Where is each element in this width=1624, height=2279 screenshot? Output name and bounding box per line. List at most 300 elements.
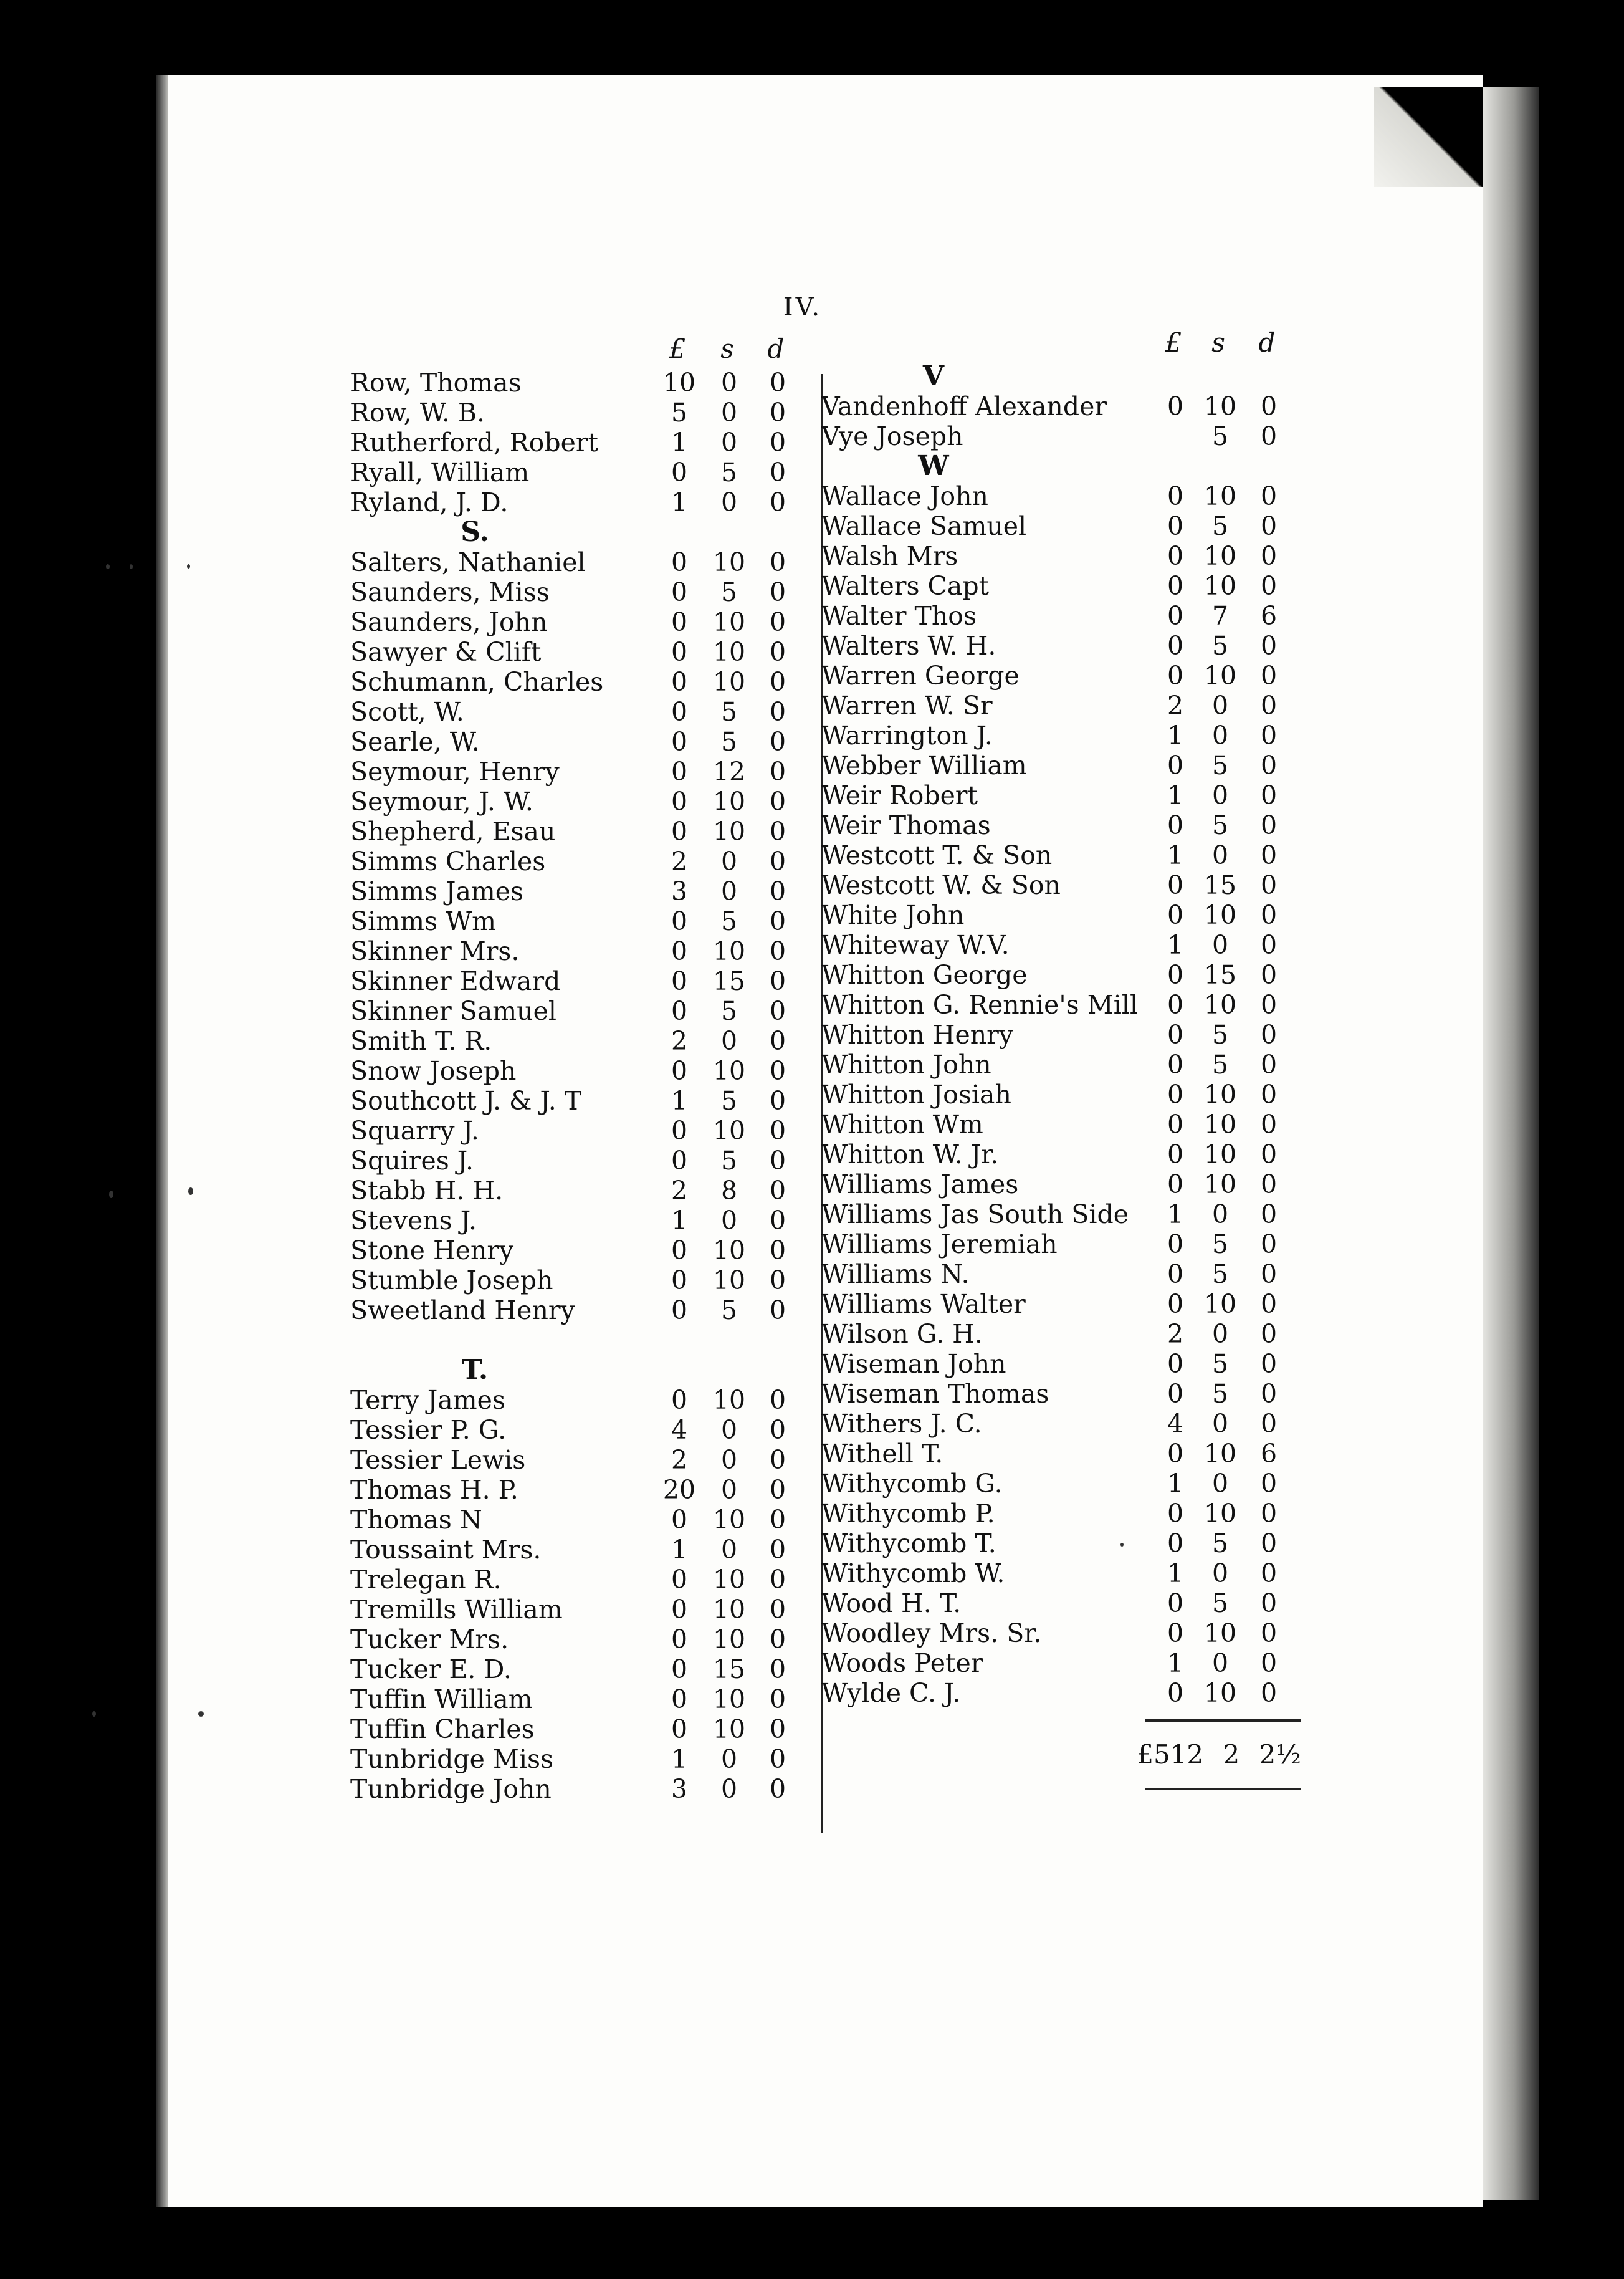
amount-pounds: 1 (1167, 780, 1184, 810)
amount-pounds: 0 (671, 1235, 688, 1265)
subscriber-name: Row, Thomas (350, 368, 522, 398)
amount-shillings: 10 (1203, 661, 1237, 691)
amount-pounds: 3 (671, 876, 688, 906)
subscriber-name: Thomas N (350, 1505, 482, 1535)
amount-pounds: 0 (1167, 751, 1184, 780)
amount-pence: 0 (769, 1744, 786, 1774)
amount-pounds: 1 (671, 1086, 688, 1116)
grand-total: £512 2 2½ (1137, 1739, 1301, 1770)
amount-shillings: 5 (1211, 1229, 1229, 1259)
amount-pence: 0 (1260, 541, 1278, 571)
subscriber-name: Warren George (821, 661, 1020, 691)
list-item (821, 571, 1301, 601)
subscriber-name: Tunbridge Miss (350, 1744, 554, 1774)
subscriber-name: Williams Walter (821, 1289, 1026, 1319)
amount-shillings: 5 (1211, 1259, 1229, 1289)
amount-pence: 0 (1260, 571, 1278, 601)
list-item (821, 1289, 1301, 1319)
amount-pounds: 0 (1167, 661, 1184, 691)
amount-pounds: 0 (1167, 1678, 1184, 1708)
section-letter: V (922, 360, 945, 392)
amount-shillings: 10 (1203, 1618, 1237, 1648)
amount-pence: 0 (769, 398, 786, 428)
amount-pounds: 0 (671, 1265, 688, 1295)
amount-pounds: 1 (671, 1206, 688, 1235)
list-item (350, 637, 824, 667)
amount-pounds: 0 (671, 1146, 688, 1176)
amount-pounds: 20 (662, 1475, 696, 1505)
amount-pence: 0 (769, 487, 786, 517)
subscriber-name: Webber William (821, 751, 1027, 780)
amount-pence: 0 (769, 1654, 786, 1684)
amount-pence: 0 (1260, 1169, 1278, 1199)
subscriber-name: Williams James (821, 1169, 1019, 1199)
amount-pence: 0 (1260, 1528, 1278, 1558)
amount-shillings: 8 (720, 1176, 738, 1206)
list-item (350, 757, 824, 787)
list-item (821, 481, 1301, 511)
list-item (821, 631, 1301, 661)
list-item (350, 1056, 824, 1086)
amount-pounds: 0 (1167, 900, 1184, 930)
list-item (350, 1265, 824, 1295)
amount-shillings: 10 (1203, 900, 1237, 930)
list-item (821, 1469, 1301, 1499)
subscriber-name: Sawyer & Clift (350, 637, 542, 667)
list-item (350, 966, 824, 996)
amount-pence: 0 (1260, 1199, 1278, 1229)
list-item (350, 1445, 824, 1475)
total-rule (1145, 1719, 1301, 1722)
amount-shillings: 5 (720, 727, 738, 757)
amount-shillings: 10 (1203, 1289, 1237, 1319)
subscriber-name: Ryland, J. D. (350, 487, 509, 517)
amount-shillings: 5 (1211, 1379, 1229, 1409)
amount-shillings: 10 (712, 1714, 746, 1744)
amount-shillings: 10 (712, 817, 746, 847)
amount-pounds: 0 (671, 637, 688, 667)
list-item (821, 1648, 1301, 1678)
amount-pounds: 2 (1167, 1319, 1184, 1349)
amount-pounds: 0 (671, 727, 688, 757)
list-item (821, 1199, 1301, 1229)
list-item (821, 1618, 1301, 1648)
subscriber-name: Wallace Samuel (821, 511, 1027, 541)
amount-shillings: 0 (720, 1535, 738, 1565)
amount-shillings: 5 (1211, 511, 1229, 541)
subscriber-name: Whiteway W.V. (821, 930, 1010, 960)
subscriber-name: Withycomb W. (821, 1558, 1005, 1588)
amount-pounds: 0 (671, 996, 688, 1026)
amount-pounds: 0 (1167, 1259, 1184, 1289)
amount-pence: 0 (769, 757, 786, 787)
subscriber-name: Trelegan R. (350, 1565, 502, 1595)
subscriber-name: Warrington J. (821, 721, 993, 751)
amount-shillings: 0 (1211, 1648, 1229, 1678)
amount-shillings: 5 (1211, 631, 1229, 661)
list-item (350, 787, 824, 817)
amount-pounds: 4 (1167, 1409, 1184, 1439)
amount-shillings: 15 (1203, 960, 1237, 990)
amount-pence: 0 (769, 577, 786, 607)
amount-shillings: 10 (712, 667, 746, 697)
list-item (821, 780, 1301, 810)
amount-pounds: 0 (1167, 1588, 1184, 1618)
subscriber-name: Williams N. (821, 1259, 970, 1289)
amount-pounds: 1 (1167, 1469, 1184, 1499)
amount-pounds: 0 (671, 1624, 688, 1654)
shillings-header: s (720, 333, 734, 364)
subscriber-name: Weir Thomas (821, 810, 991, 840)
subscriber-name: Whitton George (821, 960, 1028, 990)
amount-pence: 0 (1260, 930, 1278, 960)
list-item (821, 1080, 1301, 1110)
subscriber-name: Vandenhoff Alexander (821, 391, 1107, 421)
amount-pence: 0 (769, 667, 786, 697)
amount-pence: 0 (769, 1265, 786, 1295)
list-item (350, 398, 824, 428)
amount-shillings: 0 (720, 368, 738, 398)
amount-shillings: 0 (720, 1415, 738, 1445)
amount-shillings: 5 (1211, 751, 1229, 780)
list-item (821, 1558, 1301, 1588)
amount-pounds: 3 (671, 1774, 688, 1804)
amount-pounds: 0 (1167, 1080, 1184, 1110)
amount-shillings: 10 (712, 936, 746, 966)
amount-pence: 0 (1260, 1349, 1278, 1379)
amount-pence: 0 (769, 1206, 786, 1235)
amount-shillings: 0 (720, 1744, 738, 1774)
amount-shillings: 5 (1211, 1050, 1229, 1080)
list-item (821, 840, 1301, 870)
subscriber-name: Stumble Joseph (350, 1265, 553, 1295)
amount-pence: 0 (1260, 1379, 1278, 1409)
shillings-header: s (1211, 327, 1225, 358)
amount-pence: 0 (1260, 1558, 1278, 1588)
subscriber-name: Withell T. (821, 1439, 943, 1469)
amount-shillings: 0 (720, 847, 738, 876)
amount-pence: 0 (1260, 810, 1278, 840)
amount-pence: 0 (1260, 1020, 1278, 1050)
amount-pence: 0 (1260, 1648, 1278, 1678)
subscriber-name: Withers J. C. (821, 1409, 982, 1439)
amount-pence: 0 (769, 1295, 786, 1325)
subscriber-name: Seymour, Henry (350, 757, 560, 787)
folded-corner (1374, 87, 1483, 187)
amount-pence: 0 (769, 1385, 786, 1415)
amount-pounds: 0 (671, 577, 688, 607)
list-item (821, 1229, 1301, 1259)
pounds-header: £ (669, 333, 686, 364)
list-item (821, 1169, 1301, 1199)
subscriber-name: Toussaint Mrs. (350, 1535, 542, 1565)
right-entries (821, 362, 1301, 1708)
list-item (350, 1684, 824, 1714)
total-rule (1145, 1788, 1301, 1790)
total-block (821, 1719, 1301, 1800)
subscriber-name: Tremills William (350, 1595, 563, 1624)
list-item (350, 1295, 824, 1325)
amount-pence: 6 (1260, 1439, 1278, 1469)
subscriber-name: Warren W. Sr (821, 691, 993, 721)
amount-pence: 0 (769, 1774, 786, 1804)
amount-pounds: 0 (1167, 810, 1184, 840)
amount-pence: 0 (1260, 1319, 1278, 1349)
amount-pence: 0 (769, 936, 786, 966)
list-item (821, 1499, 1301, 1528)
scan-speck (188, 1187, 193, 1195)
pence-header: d (767, 333, 785, 364)
amount-pounds: 0 (671, 1295, 688, 1325)
amount-pounds: 0 (1167, 1050, 1184, 1080)
amount-pence: 0 (1260, 391, 1278, 421)
amount-pence: 0 (769, 996, 786, 1026)
amount-pounds: 0 (671, 906, 688, 936)
amount-pence: 0 (769, 697, 786, 727)
list-item (350, 1206, 824, 1235)
list-item (821, 1588, 1301, 1618)
left-entries (350, 368, 824, 1804)
amount-shillings: 0 (720, 487, 738, 517)
amount-pounds: 1 (671, 428, 688, 458)
list-item (350, 1654, 824, 1684)
amount-pounds: 0 (671, 1714, 688, 1744)
subscriber-name: Whitton Wm (821, 1110, 983, 1140)
subscriber-name: Wood H. T. (821, 1588, 962, 1618)
amount-pence: 0 (769, 1624, 786, 1654)
amount-shillings: 0 (1211, 1409, 1229, 1439)
amount-shillings: 0 (1211, 1319, 1229, 1349)
amount-pounds: 0 (671, 817, 688, 847)
list-item (350, 667, 824, 697)
list-item (821, 900, 1301, 930)
amount-pence: 0 (1260, 1678, 1278, 1708)
amount-pounds: 0 (671, 757, 688, 787)
amount-pence: 0 (1260, 631, 1278, 661)
subscriber-name: Withycomb P. (821, 1499, 995, 1528)
amount-shillings: 12 (712, 757, 746, 787)
amount-pence: 0 (1260, 721, 1278, 751)
subscriber-name: Westcott W. & Son (821, 870, 1061, 900)
subscriber-name: Stevens J. (350, 1206, 477, 1235)
subscriber-name: Rutherford, Robert (350, 428, 598, 458)
amount-pounds: 0 (1167, 1140, 1184, 1169)
list-item (350, 1624, 824, 1654)
amount-pence: 0 (1260, 1140, 1278, 1169)
subscriber-name: White John (821, 900, 965, 930)
list-item (821, 1020, 1301, 1050)
amount-pounds: 0 (671, 607, 688, 637)
amount-pence: 0 (769, 876, 786, 906)
amount-shillings: 0 (720, 1206, 738, 1235)
amount-pence: 0 (769, 1565, 786, 1595)
amount-shillings: 0 (720, 1026, 738, 1056)
amount-shillings: 5 (1211, 1020, 1229, 1050)
pounds-header: £ (1165, 327, 1182, 358)
list-item (350, 876, 824, 906)
amount-shillings: 10 (1203, 391, 1237, 421)
page-number: IV. (783, 293, 823, 322)
subscriber-name: Withycomb T. (821, 1528, 996, 1558)
amount-shillings: 10 (712, 1235, 746, 1265)
subscriber-name: Woodley Mrs. Sr. (821, 1618, 1042, 1648)
section-letter: T. (461, 1354, 489, 1386)
amount-shillings: 10 (1203, 1140, 1237, 1169)
amount-pounds: 0 (671, 458, 688, 487)
amount-pence: 0 (769, 1146, 786, 1176)
amount-pence: 0 (769, 1086, 786, 1116)
amount-shillings: 10 (1203, 1080, 1237, 1110)
subscriber-name: Smith T. R. (350, 1026, 492, 1056)
amount-shillings: 5 (1211, 1528, 1229, 1558)
amount-pounds: 2 (671, 1026, 688, 1056)
amount-pounds: 0 (1167, 601, 1184, 631)
list-item (350, 727, 824, 757)
subscriber-list-left (350, 330, 824, 1804)
list-item (350, 697, 824, 727)
amount-shillings: 0 (1211, 1199, 1229, 1229)
amount-pounds: 5 (671, 398, 688, 428)
subscriber-name: Terry James (350, 1385, 505, 1415)
amount-shillings: 10 (1203, 1439, 1237, 1469)
list-item (350, 428, 824, 458)
amount-pence: 0 (769, 637, 786, 667)
list-item (821, 1140, 1301, 1169)
amount-shillings: 15 (712, 1654, 746, 1684)
subscriber-name: Walters W. H. (821, 631, 996, 661)
amount-shillings: 10 (712, 1116, 746, 1146)
amount-pounds: 2 (671, 1176, 688, 1206)
list-item (350, 1146, 824, 1176)
amount-shillings: 5 (720, 996, 738, 1026)
subscriber-name: Southcott J. & J. T (350, 1086, 582, 1116)
pence-header: d (1258, 327, 1276, 358)
subscriber-name: Wallace John (821, 481, 988, 511)
amount-pence: 0 (769, 1235, 786, 1265)
page-gutter-shadow (156, 75, 170, 2207)
list-item (350, 1086, 824, 1116)
subscriber-name: Tessier P. G. (350, 1415, 507, 1445)
amount-shillings: 5 (720, 1146, 738, 1176)
amount-shillings: 10 (712, 1565, 746, 1595)
list-item (350, 1744, 824, 1774)
amount-pence: 0 (769, 817, 786, 847)
amount-pounds: 0 (1167, 1169, 1184, 1199)
list-item (821, 1678, 1301, 1708)
scan-speck (92, 1711, 96, 1717)
amount-shillings: 10 (1203, 1499, 1237, 1528)
amount-shillings: 5 (1211, 1588, 1229, 1618)
amount-pounds: 0 (671, 1565, 688, 1595)
list-item (350, 1565, 824, 1595)
amount-pence: 0 (769, 966, 786, 996)
subscriber-name: Withycomb G. (821, 1469, 1003, 1499)
amount-pounds: 1 (671, 487, 688, 517)
amount-pounds: 0 (1167, 990, 1184, 1020)
subscriber-name: Wiseman John (821, 1349, 1006, 1379)
spacer (350, 1325, 824, 1355)
list-item (821, 990, 1301, 1020)
list-item (350, 547, 824, 577)
list-item (350, 368, 824, 398)
amount-pounds: 0 (671, 697, 688, 727)
amount-pounds: 0 (1167, 1439, 1184, 1469)
list-item (350, 817, 824, 847)
amount-shillings: 10 (712, 787, 746, 817)
amount-pounds: 0 (671, 667, 688, 697)
amount-pence: 0 (769, 847, 786, 876)
amount-shillings: 0 (1211, 1558, 1229, 1588)
list-item (350, 1505, 824, 1535)
amount-pounds: 0 (671, 1595, 688, 1624)
amount-pence: 0 (769, 1116, 786, 1146)
amount-shillings: 0 (720, 876, 738, 906)
subscriber-name: Williams Jas South Side (821, 1199, 1129, 1229)
amount-shillings: 0 (720, 1445, 738, 1475)
amount-pounds: 0 (1167, 391, 1184, 421)
subscriber-name: Schumann, Charles (350, 667, 604, 697)
subscriber-name: Tessier Lewis (350, 1445, 526, 1475)
amount-pence: 0 (1260, 1499, 1278, 1528)
list-item (350, 487, 824, 517)
amount-pence: 0 (1260, 481, 1278, 511)
amount-shillings: 0 (1211, 691, 1229, 721)
list-item (821, 1319, 1301, 1349)
subscriber-list-right (821, 324, 1301, 1800)
subscriber-name: Simms James (350, 876, 524, 906)
amount-pence: 0 (1260, 1259, 1278, 1289)
list-item (350, 1176, 824, 1206)
amount-pounds: 0 (671, 1116, 688, 1146)
amount-pence: 0 (769, 727, 786, 757)
subscriber-name: Vye Joseph (821, 421, 963, 451)
amount-pence: 0 (1260, 840, 1278, 870)
amount-shillings: 0 (1211, 721, 1229, 751)
subscriber-name: Saunders, John (350, 607, 548, 637)
amount-pence: 0 (769, 1535, 786, 1565)
amount-pence: 0 (1260, 421, 1278, 451)
list-item (821, 1050, 1301, 1080)
subscriber-name: Skinner Samuel (350, 996, 556, 1026)
subscriber-name: Weir Robert (821, 780, 978, 810)
subscriber-name: Thomas H. P. (350, 1475, 518, 1505)
subscriber-name: Tunbridge John (350, 1774, 552, 1804)
amount-pence: 0 (1260, 511, 1278, 541)
subscriber-name: Simms Charles (350, 847, 546, 876)
amount-shillings: 10 (712, 1385, 746, 1415)
amount-shillings: 0 (1211, 930, 1229, 960)
list-item (821, 541, 1301, 571)
subscriber-name: Whitton G. Rennie's Mill (821, 990, 1139, 1020)
amount-pounds: 10 (662, 368, 696, 398)
amount-shillings: 15 (712, 966, 746, 996)
list-item (821, 1349, 1301, 1379)
amount-shillings: 5 (1211, 1349, 1229, 1379)
amount-pence: 0 (1260, 900, 1278, 930)
amount-pounds: 0 (671, 1654, 688, 1684)
amount-pence: 0 (769, 607, 786, 637)
list-item (821, 421, 1301, 451)
list-item (821, 601, 1301, 631)
subscriber-name: Simms Wm (350, 906, 497, 936)
amount-pounds: 0 (1167, 1020, 1184, 1050)
amount-pence: 0 (769, 1684, 786, 1714)
amount-pounds: 1 (671, 1535, 688, 1565)
list-item (821, 810, 1301, 840)
amount-pounds: 0 (1167, 571, 1184, 601)
amount-pounds: 2 (671, 1445, 688, 1475)
amount-pence: 0 (1260, 751, 1278, 780)
